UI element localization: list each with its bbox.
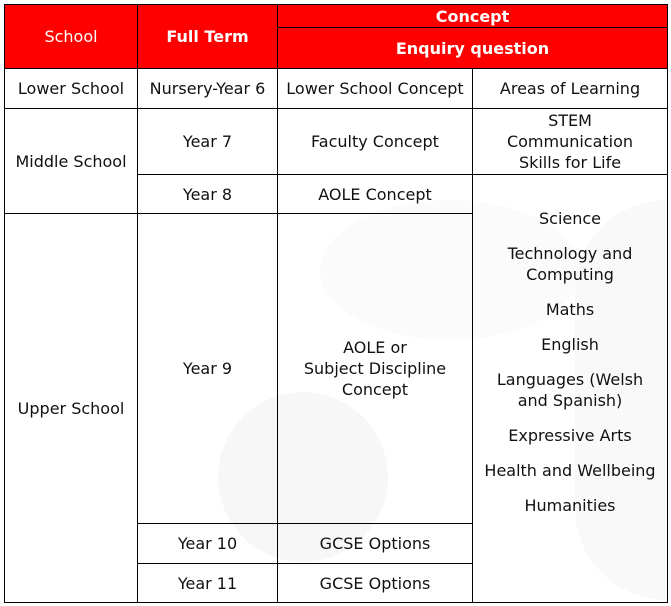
curriculum-table [4,4,668,603]
concept-cell: Lower School Concept [278,69,473,109]
enquiry-line: Skills for Life [518,153,622,172]
concept-cell: GCSE Options [278,524,473,564]
area-item: Health and Wellbeing [484,461,656,480]
concept-line: Concept [341,380,409,399]
enquiry-cell: Areas of Learning [473,69,668,109]
header-concept: Concept [278,5,668,28]
term-cell: Year 10 [138,524,278,564]
area-item: Maths [545,300,595,319]
enquiry-line: Communication [506,132,634,151]
area-item: Languages (Welsh and Spanish) [496,370,644,410]
header-school: School [5,5,138,69]
term-cell: Nursery-Year 6 [138,69,278,109]
concept-cell: Faculty Concept [278,109,473,175]
header-row-1 [5,5,668,28]
area-item: Humanities [524,496,616,515]
enquiry-cell [473,109,668,175]
term-cell: Year 7 [138,109,278,175]
enquiry-line: STEM [548,111,592,130]
concept-cell [278,214,473,524]
term-cell: Year 9 [138,214,278,524]
area-item: Technology and Computing [507,244,633,284]
table-row [5,109,668,175]
term-cell: Year 8 [138,175,278,214]
areas-of-learning-cell [473,175,668,603]
term-cell: Year 11 [138,564,278,603]
school-cell: Lower School [5,69,138,109]
header-enquiry-question: Enquiry question [278,28,668,69]
concept-line: AOLE or [343,338,407,357]
school-cell: Upper School [5,214,138,603]
concept-cell: GCSE Options [278,564,473,603]
school-cell: Middle School [5,109,138,214]
area-item: Science [538,209,602,228]
header-full-term: Full Term [138,5,278,69]
table-row [5,69,668,109]
concept-cell: AOLE Concept [278,175,473,214]
concept-line: Subject Discipline [303,359,447,378]
area-item: Expressive Arts [508,426,632,445]
area-item: English [541,335,599,354]
areas-of-learning-list [477,208,663,516]
